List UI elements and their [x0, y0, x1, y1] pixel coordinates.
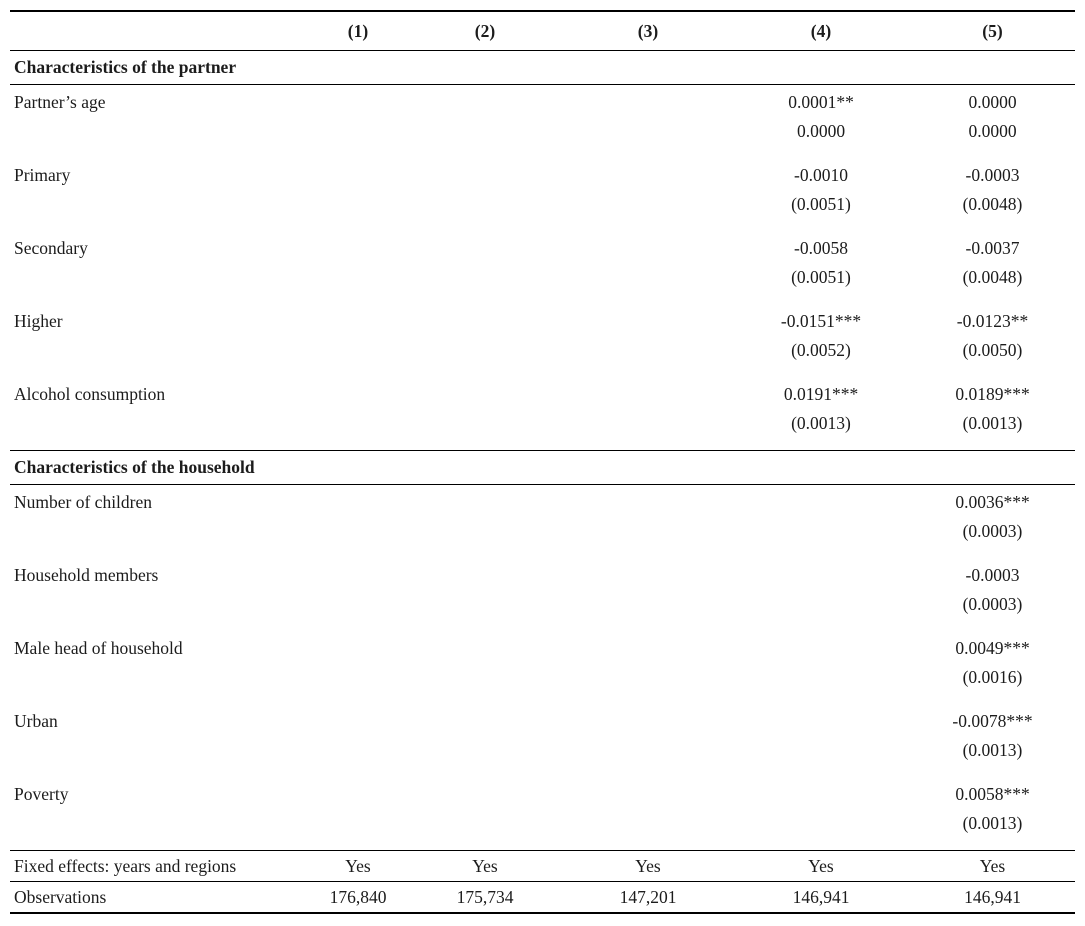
- standard-error-row: [10, 663, 1075, 704]
- coefficient-cell: [564, 704, 732, 736]
- footer-label: Observations: [10, 882, 310, 914]
- coefficient-row: [10, 631, 1075, 663]
- coefficient-cell: [406, 777, 564, 809]
- coefficient-cell: [564, 485, 732, 518]
- coefficient-cell: [310, 777, 406, 809]
- empty-label-cell: [10, 590, 310, 631]
- coefficient-cell: -0.0078***: [952, 711, 1033, 731]
- footer-value-cell: Yes: [732, 851, 910, 882]
- variable-label: Alcohol consumption: [14, 384, 166, 404]
- coefficient-cell: -0.0010: [794, 165, 848, 185]
- standard-error-cell: (0.0050): [962, 340, 1023, 360]
- standard-error-row: [10, 736, 1075, 777]
- coefficient-cell: [732, 558, 910, 590]
- section-title: Characteristics of the partner: [10, 51, 1075, 85]
- coefficient-row: [10, 704, 1075, 736]
- standard-error-cell: (0.0013): [962, 740, 1023, 760]
- coefficient-row: [10, 231, 1075, 263]
- footer-label: Fixed effects: years and regions: [10, 851, 310, 882]
- coefficient-cell: 0.0058***: [955, 784, 1030, 804]
- standard-error-cell: [406, 336, 564, 377]
- column-header-4: (4): [732, 11, 910, 51]
- standard-error-cell: (0.0013): [791, 413, 851, 433]
- standard-error-row: [10, 517, 1075, 558]
- standard-error-cell: [310, 117, 406, 158]
- variable-label: Partner’s age: [14, 92, 106, 112]
- standard-error-cell: [310, 190, 406, 231]
- coefficient-cell: [564, 777, 732, 809]
- empty-label-cell: [10, 517, 310, 558]
- header-empty-cell: [10, 11, 310, 51]
- coefficient-row: [10, 377, 1075, 409]
- variable-label: Higher: [14, 311, 63, 331]
- coefficient-cell: [732, 777, 910, 809]
- section-heading-row: [10, 51, 1075, 85]
- standard-error-cell: [310, 663, 406, 704]
- standard-error-cell: [310, 263, 406, 304]
- coefficient-cell: [406, 704, 564, 736]
- coefficient-cell: [406, 485, 564, 518]
- coefficient-cell: [310, 231, 406, 263]
- coefficient-cell: [564, 558, 732, 590]
- coefficient-row: [10, 777, 1075, 809]
- footer-value-cell: 147,201: [564, 882, 732, 914]
- coefficient-cell: [310, 485, 406, 518]
- standard-error-cell: [310, 517, 406, 558]
- standard-error-cell: [564, 590, 732, 631]
- standard-error-cell: [310, 409, 406, 451]
- standard-error-cell: [406, 190, 564, 231]
- standard-error-cell: (0.0013): [962, 413, 1023, 433]
- coefficient-row: [10, 85, 1075, 118]
- coefficient-cell: [310, 158, 406, 190]
- standard-error-cell: [406, 117, 564, 158]
- coefficient-cell: [406, 85, 564, 118]
- empty-label-cell: [10, 336, 310, 377]
- table-body: [10, 51, 1075, 914]
- standard-error-cell: [406, 409, 564, 451]
- coefficient-cell: [406, 631, 564, 663]
- coefficient-cell: [310, 85, 406, 118]
- standard-error-cell: [564, 517, 732, 558]
- coefficient-cell: [310, 377, 406, 409]
- empty-label-cell: [10, 809, 310, 851]
- coefficient-cell: [732, 485, 910, 518]
- observations-row: [10, 882, 1075, 914]
- coefficient-cell: [564, 158, 732, 190]
- standard-error-cell: [406, 809, 564, 851]
- standard-error-cell: [310, 736, 406, 777]
- coefficient-cell: [564, 631, 732, 663]
- coefficient-row: [10, 158, 1075, 190]
- variable-label: Secondary: [14, 238, 88, 258]
- coefficient-cell: [406, 377, 564, 409]
- standard-error-cell: [406, 590, 564, 631]
- footer-value-cell: Yes: [564, 851, 732, 882]
- standard-error-cell: [564, 263, 732, 304]
- coefficient-cell: [406, 158, 564, 190]
- coefficient-cell: [406, 558, 564, 590]
- standard-error-cell: [406, 517, 564, 558]
- coefficient-cell: [564, 85, 732, 118]
- standard-error-cell: (0.0051): [791, 194, 851, 214]
- coefficient-cell: -0.0151***: [780, 311, 862, 331]
- coefficient-cell: -0.0037: [965, 238, 1020, 258]
- coefficient-cell: [564, 304, 732, 336]
- variable-label: Male head of household: [14, 638, 183, 658]
- standard-error-cell: 0.0000: [796, 121, 846, 141]
- standard-error-cell: [732, 517, 910, 558]
- coefficient-cell: 0.0036***: [955, 492, 1030, 512]
- standard-error-cell: [406, 263, 564, 304]
- variable-label: Number of children: [14, 492, 153, 512]
- coefficient-cell: [310, 558, 406, 590]
- coefficient-cell: [406, 304, 564, 336]
- standard-error-cell: (0.0052): [791, 340, 851, 360]
- coefficient-cell: -0.0003: [965, 565, 1020, 585]
- empty-label-cell: [10, 663, 310, 704]
- coefficient-cell: -0.0123**: [956, 311, 1029, 331]
- variable-label: Primary: [14, 165, 71, 185]
- table-header: [10, 11, 1075, 51]
- standard-error-cell: [406, 736, 564, 777]
- empty-label-cell: [10, 190, 310, 231]
- footer-value-cell: 146,941: [732, 882, 910, 914]
- variable-label: Urban: [14, 711, 58, 731]
- column-header-1: (1): [310, 11, 406, 51]
- coefficient-cell: 0.0000: [968, 92, 1017, 112]
- footer-value-cell: Yes: [910, 851, 1075, 882]
- standard-error-cell: [564, 336, 732, 377]
- coefficient-cell: 0.0001**: [788, 92, 854, 112]
- coefficient-cell: -0.0003: [965, 165, 1020, 185]
- standard-error-cell: [732, 809, 910, 851]
- coefficient-row: [10, 304, 1075, 336]
- section-heading-row: [10, 451, 1075, 485]
- footer-value-cell: 175,734: [406, 882, 564, 914]
- coefficient-cell: 0.0191***: [783, 384, 859, 404]
- coefficient-cell: [310, 304, 406, 336]
- coefficient-cell: [564, 377, 732, 409]
- footer-value-cell: 176,840: [310, 882, 406, 914]
- standard-error-cell: (0.0048): [962, 194, 1023, 214]
- footer-value-cell: Yes: [310, 851, 406, 882]
- coefficient-cell: [310, 704, 406, 736]
- regression-table: [10, 10, 1075, 914]
- standard-error-row: [10, 190, 1075, 231]
- standard-error-cell: [732, 590, 910, 631]
- standard-error-cell: [564, 190, 732, 231]
- coefficient-cell: [564, 231, 732, 263]
- coefficient-cell: [406, 231, 564, 263]
- fixed-effects-row: [10, 851, 1075, 882]
- coefficient-cell: [732, 704, 910, 736]
- standard-error-cell: (0.0003): [962, 521, 1023, 541]
- coefficient-row: [10, 558, 1075, 590]
- standard-error-row: [10, 590, 1075, 631]
- standard-error-cell: (0.0048): [962, 267, 1023, 287]
- standard-error-row: [10, 263, 1075, 304]
- standard-error-cell: [564, 409, 732, 451]
- standard-error-row: [10, 409, 1075, 451]
- coefficient-cell: 0.0049***: [955, 638, 1030, 658]
- footer-value-cell: Yes: [406, 851, 564, 882]
- standard-error-cell: (0.0003): [962, 594, 1023, 614]
- standard-error-cell: [310, 590, 406, 631]
- empty-label-cell: [10, 117, 310, 158]
- footer-value-cell: 146,941: [910, 882, 1075, 914]
- coefficient-cell: [732, 631, 910, 663]
- standard-error-cell: (0.0013): [962, 813, 1023, 833]
- standard-error-row: [10, 117, 1075, 158]
- empty-label-cell: [10, 736, 310, 777]
- standard-error-cell: [732, 663, 910, 704]
- standard-error-cell: [564, 736, 732, 777]
- standard-error-cell: [732, 736, 910, 777]
- column-header-5: (5): [910, 11, 1075, 51]
- standard-error-cell: 0.0000: [968, 121, 1017, 141]
- variable-label: Household members: [14, 565, 159, 585]
- coefficient-cell: 0.0189***: [955, 384, 1030, 404]
- standard-error-cell: [310, 336, 406, 377]
- standard-error-cell: [310, 809, 406, 851]
- standard-error-row: [10, 336, 1075, 377]
- standard-error-cell: (0.0016): [962, 667, 1023, 687]
- variable-label: Poverty: [14, 784, 69, 804]
- section-title: Characteristics of the household: [10, 451, 1075, 485]
- coefficient-row: [10, 485, 1075, 518]
- column-header-3: (3): [564, 11, 732, 51]
- column-header-2: (2): [406, 11, 564, 51]
- coefficient-cell: -0.0058: [794, 238, 848, 258]
- empty-label-cell: [10, 409, 310, 451]
- standard-error-cell: [564, 809, 732, 851]
- coefficient-cell: [310, 631, 406, 663]
- empty-label-cell: [10, 263, 310, 304]
- standard-error-row: [10, 809, 1075, 851]
- standard-error-cell: (0.0051): [791, 267, 851, 287]
- standard-error-cell: [564, 117, 732, 158]
- standard-error-cell: [564, 663, 732, 704]
- standard-error-cell: [406, 663, 564, 704]
